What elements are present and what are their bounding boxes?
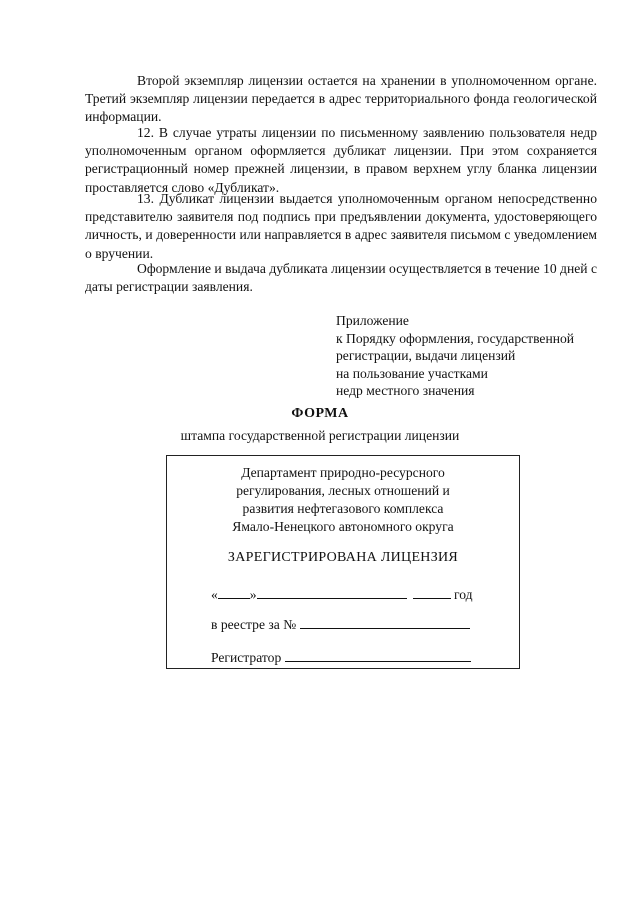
year-label: год bbox=[454, 587, 473, 602]
date-month-blank bbox=[257, 586, 407, 599]
appendix-line: регистрации, выдачи лицензий bbox=[336, 348, 516, 364]
date-day-blank bbox=[218, 586, 250, 599]
paragraph-item-13 bbox=[85, 190, 597, 263]
stamp-registrar-row bbox=[211, 649, 471, 666]
paragraph-item-12 bbox=[85, 124, 597, 197]
stamp-date-row bbox=[211, 586, 473, 603]
stamp-organization bbox=[167, 464, 519, 536]
appendix-line: Приложение bbox=[336, 313, 409, 328]
appendix-line: недр местного значения bbox=[336, 383, 475, 399]
registrar-signature-blank bbox=[285, 649, 471, 662]
appendix-line: на пользование участками bbox=[336, 365, 488, 381]
paragraph-text: Оформление и выдача дубликата лицензии осуществляется в течение 10 дней с даты регистрации заявления. bbox=[85, 261, 597, 295]
registrar-label: Регистратор bbox=[211, 650, 282, 665]
stamp-registry-row bbox=[211, 616, 470, 633]
stamp-org-line: Ямало-Ненецкого автономного округа bbox=[232, 519, 454, 534]
appendix-note bbox=[336, 312, 616, 400]
paragraph-text: 13. Дубликат лицензии выдается уполномоченным органом непосредственно представителю заявителя под подпись при предъявлении документа, удостоверяющего личность, и доверенности или направляется в адрес заявителя письмом с уведомлением о вручении. bbox=[85, 191, 597, 261]
date-close-quote: » bbox=[249, 587, 257, 602]
stamp-org-line: Департамент природно-ресурсного bbox=[241, 465, 445, 480]
date-open-quote: « bbox=[211, 587, 218, 602]
paragraph-text: Второй экземпляр лицензии остается на хранении в уполномоченном органе. Третий экземпляр лицензии передается в адрес территориального фонда геологической информации. bbox=[85, 73, 597, 125]
form-subtitle: штампа государственной регистрации лицензии bbox=[180, 428, 460, 443]
stamp-org-line: регулирования, лесных отношений и bbox=[236, 483, 450, 498]
date-year-blank bbox=[413, 586, 451, 599]
stamp-title: ЗАРЕГИСТРИРОВАНА ЛИЦЕНЗИЯ bbox=[227, 550, 459, 565]
appendix-line: к Порядку оформления, государственной bbox=[336, 330, 575, 346]
registry-number-blank bbox=[300, 616, 470, 629]
paragraph-text: 12. В случае утраты лицензии по письменному заявлению пользователя недр уполномоченным органом оформляется дубликат лицензии. При этом сохраняется регистрационный номер прежней лицензии, в правом верхнем углу бланка лицензии проставляется слово «Дубликат». bbox=[85, 125, 597, 195]
registry-label: в реестре за № bbox=[211, 617, 297, 632]
paragraph-second-copy bbox=[85, 72, 597, 127]
form-title: ФОРМА bbox=[291, 406, 349, 421]
stamp-org-line: развития нефтегазового комплекса bbox=[242, 501, 444, 516]
registration-stamp-box bbox=[166, 455, 520, 669]
paragraph-duplicate-term bbox=[85, 260, 597, 296]
